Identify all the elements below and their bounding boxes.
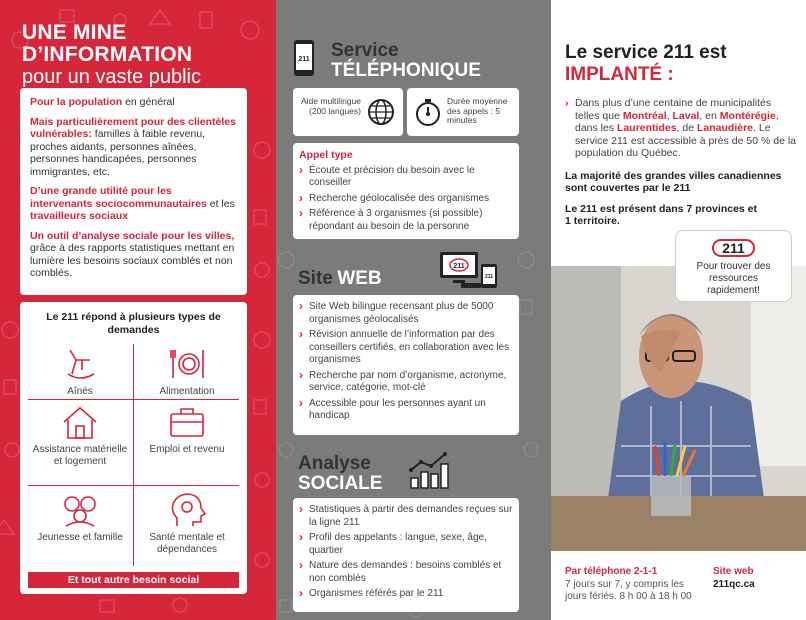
- fact-provinces: [565, 203, 765, 228]
- grid-cell-jeunesse: [28, 492, 132, 544]
- audience-para-3-rest: et les: [206, 197, 235, 210]
- web-features-box: [293, 295, 519, 435]
- grid-cell-logement: [28, 404, 132, 468]
- grid-cell-alimentation: [135, 346, 239, 398]
- grid-label-jeunesse: Jeunesse et famille: [37, 532, 123, 543]
- grid-label-aines: Aînés: [67, 386, 93, 397]
- web-heading-line-2: WEB: [337, 268, 382, 289]
- grid-label-alimentation: Alimentation: [159, 386, 215, 397]
- typical-call-box: [293, 143, 519, 239]
- fact-major-cities: [565, 170, 797, 195]
- analysis-item: › Profil des appelants : langue, sexe, âge, quartier: [299, 532, 513, 557]
- web-feature-item: › Accessible pour les personnes ayant un handicap: [299, 398, 513, 423]
- audience-para-4: [30, 230, 237, 280]
- city-lanaudiere: Lanaudière: [696, 122, 754, 134]
- grid-label-logement: Assistance matérielle et logement: [32, 444, 128, 467]
- typical-call-item: › Recherche géolocalisée des organismes: [299, 193, 513, 206]
- web-heading-line-1: Site: [298, 268, 333, 289]
- analysis-heading-line-2: SOCIALE: [298, 473, 383, 494]
- city-monteregie: Montérégie: [719, 109, 776, 122]
- footer-web-link[interactable]: 211qc.ca: [713, 578, 755, 590]
- request-types-box: [20, 302, 247, 594]
- grid-divider-horizontal-2: [28, 485, 239, 486]
- footer-phone: [565, 566, 705, 604]
- audience-para-2: [30, 116, 237, 179]
- footer-phone-text: 7 jours sur 7, y compris les jours fériés. 8 h 00 à 18 h 00: [565, 578, 692, 602]
- implementation-body: [565, 97, 797, 228]
- web-heading: [298, 268, 382, 290]
- phone-heading: [331, 41, 481, 81]
- other-needs-banner: Et tout autre besoin social: [28, 572, 239, 588]
- audience-para-1-strong: Pour la population: [30, 96, 123, 108]
- audience-para-1-rest: en général: [122, 96, 175, 108]
- photo-illustration: [551, 266, 806, 551]
- svg-text:211: 211: [484, 274, 494, 280]
- phone-heading-line-1: Service: [331, 40, 399, 61]
- web-feature-item: › Révision annuelle de l’information par des conseillers certifiés, en collaboration avec les organismes: [299, 329, 513, 367]
- bullet-text-pre: Dans plus d’une centaine de municipalités telles que: [575, 97, 772, 122]
- implementation-title-line-2: IMPLANTÉ :: [565, 64, 674, 85]
- analysis-item: › Nature des demandes : besoins comblés et non comblés: [299, 560, 513, 585]
- audience-para-4-strong: Un outil d’analyse sociale pour les villes,: [30, 229, 235, 242]
- bullet-sep-1: ,: [666, 109, 673, 122]
- typical-call-item: › Écoute et précision du besoin avec le conseiller: [299, 165, 513, 190]
- audience-para-4-rest: grâce à des rapports statistiques mettant en lumière les besoins sociaux comblés et non comblés.: [30, 242, 235, 279]
- house-icon: [60, 404, 100, 440]
- audience-box: [20, 88, 247, 295]
- fact-major-cities-text: La majorité des grandes villes canadiennes sont couvertes par le 211: [565, 169, 782, 194]
- grid-cell-sante: [135, 492, 239, 556]
- city-laval: Laval: [672, 109, 700, 122]
- implementation-title-line-1: Le service 211 est: [565, 42, 727, 63]
- fact-provinces-text: Le 211 est présent dans 7 provinces et 1 territoire.: [565, 202, 758, 227]
- analysis-heading-line-1: Analyse: [298, 453, 371, 474]
- web-feature-item: › Recherche par nom d’organisme, acronyme, service, catégorie, mot-clé: [299, 370, 513, 395]
- stopwatch-icon: [413, 97, 443, 127]
- grid-divider-vertical: [133, 344, 134, 566]
- city-laurentides: Laurentides: [617, 122, 677, 134]
- implementation-title: [565, 42, 727, 86]
- audience-para-3: [30, 185, 237, 223]
- callout-211: [675, 230, 792, 302]
- bullet-sep-3: , dans les: [575, 109, 779, 134]
- briefcase-icon: [167, 404, 207, 440]
- footer-phone-heading: Par téléphone 2-1-1: [565, 566, 658, 577]
- bullet-sep-2: , en: [699, 109, 720, 122]
- panel-audience: [0, 0, 276, 620]
- rocking-chair-icon: [60, 346, 100, 382]
- panel-services: [276, 0, 551, 620]
- bar-chart-trend-icon: [409, 450, 455, 490]
- implementation-bullet: [565, 97, 797, 160]
- typical-call-item: › Référence à 3 organismes (si possible) répondant au besoin de la personne: [299, 208, 513, 233]
- grid-label-emploi: Emploi et revenu: [149, 444, 225, 455]
- audience-para-3-strong2: travailleurs sociaux: [30, 210, 129, 222]
- grid-cell-emploi: [135, 404, 239, 456]
- hero-heading: [22, 22, 201, 88]
- logo-211: 211: [712, 239, 755, 257]
- web-feature-item: › Site Web bilingue recensant plus de 5000 organismes géolocalisés: [299, 301, 513, 326]
- panel-implementation: [551, 0, 806, 620]
- audience-para-1: [30, 96, 237, 109]
- audience-para-2-strong: Mais particulièrement pour des clientèles vulnérables:: [30, 115, 236, 140]
- phone-heading-line-2: TÉLÉPHONIQUE: [331, 60, 481, 81]
- stat-call-duration-text: Durée moyenne des appels : 5 minutes: [447, 96, 508, 125]
- analysis-item: › Organismes référés par le 211: [299, 588, 513, 601]
- callout-text: Pour trouver des ressources rapidement!: [696, 261, 771, 296]
- devices-icon: [439, 250, 509, 290]
- stat-call-duration: [407, 88, 519, 136]
- stat-multilingual-text: Aide multilingue (200 langues): [300, 96, 361, 116]
- footer-web: [713, 566, 793, 591]
- typical-call-caption: Appel type: [299, 149, 353, 161]
- request-types-title: Le 211 répond à plusieurs types de demandes: [46, 311, 221, 336]
- hero-line-2: D’INFORMATION: [22, 43, 193, 66]
- globe-chat-icon: [367, 98, 395, 126]
- city-montreal: Montréal: [622, 109, 667, 122]
- hero-line-3: pour un vaste public: [22, 66, 202, 88]
- family-icon: [60, 492, 100, 528]
- analysis-box: [293, 498, 519, 612]
- analysis-heading: [298, 454, 382, 494]
- grid-divider-horizontal-1: [28, 399, 239, 400]
- bullet-text-post: . Le service 211 est accessible à près de 50 % de la population du Québec.: [575, 122, 797, 159]
- audience-para-2-rest: familles à faible revenu, proches aidants, personnes aînées, personnes handicapées, personnes immigrantes, etc.: [30, 128, 206, 178]
- svg-text:211: 211: [298, 56, 310, 63]
- photo-man-thinking: [551, 266, 806, 551]
- bullet-sep-4: , de: [676, 122, 697, 134]
- stat-multilingual: [293, 88, 403, 136]
- smartphone-211-icon: [293, 39, 315, 77]
- svg-text:211: 211: [453, 263, 465, 270]
- head-gear-icon: [167, 492, 207, 528]
- audience-para-3-strong: D’une grande utilité pour les intervenants sociocommunautaires: [30, 185, 207, 210]
- footer-web-heading: Site web: [713, 566, 754, 577]
- grid-label-sante: Santé mentale et dépendances: [149, 532, 225, 555]
- plate-cutlery-icon: [167, 346, 207, 382]
- grid-cell-aines: [28, 346, 132, 398]
- analysis-item: › Statistiques à partir des demandes reçues sur la ligne 211: [299, 504, 513, 529]
- hero-line-1: UNE MINE: [22, 21, 127, 44]
